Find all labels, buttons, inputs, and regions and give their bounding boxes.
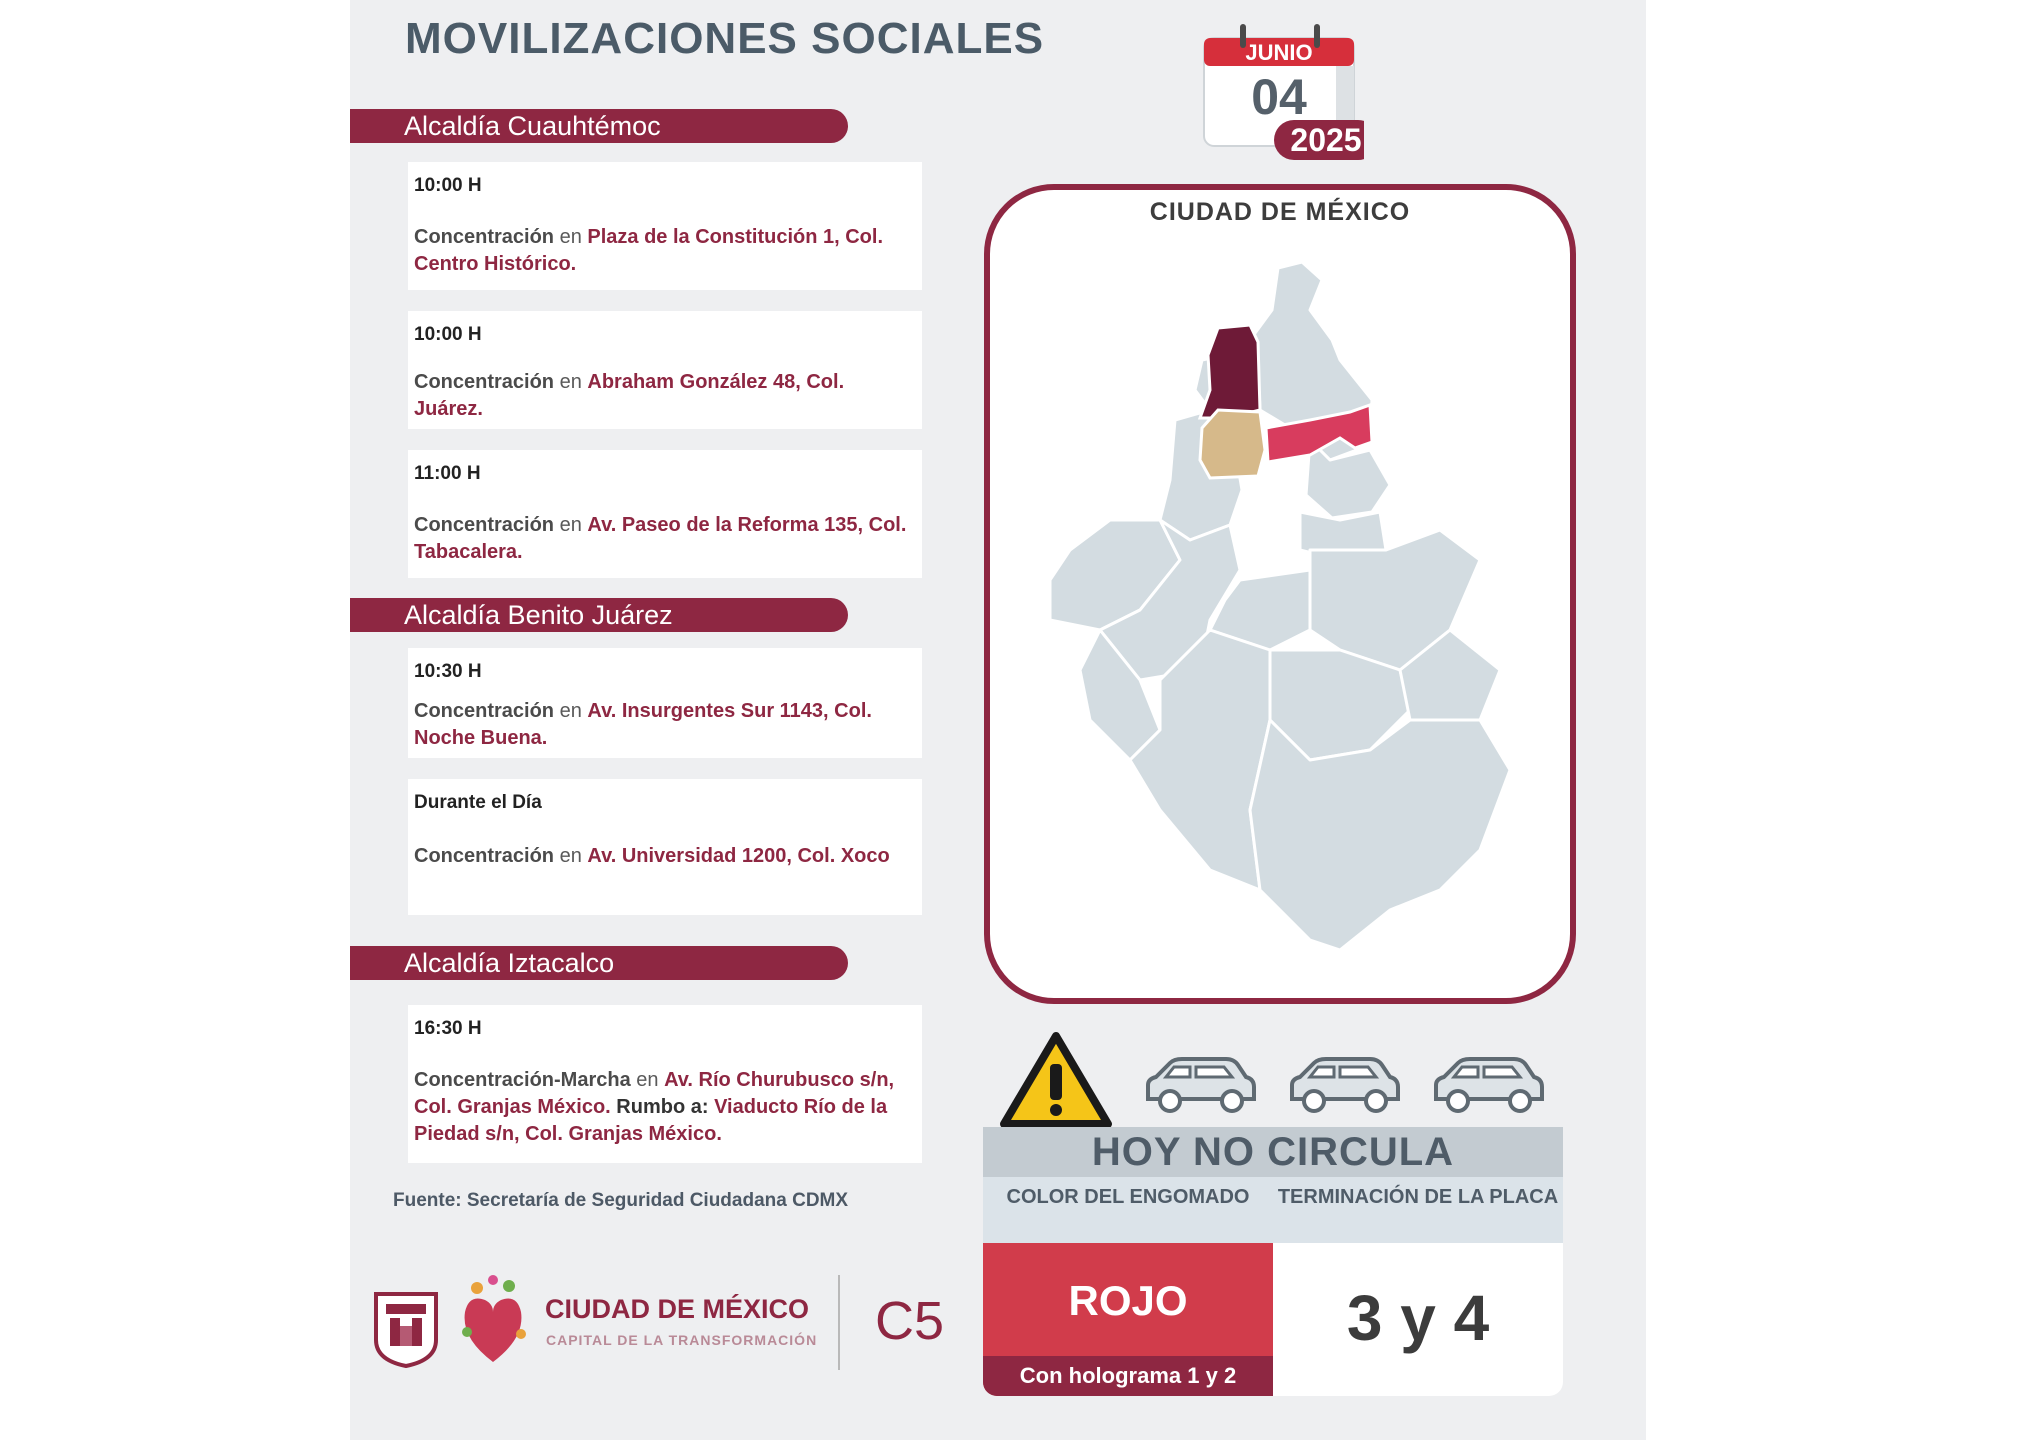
map-region-cuauhtemoc	[1200, 325, 1260, 418]
cdmx-map	[1010, 250, 1550, 950]
hologram-note: Con holograma 1 y 2	[983, 1356, 1273, 1396]
event-time: 11:00 H	[414, 463, 481, 484]
source-note: Fuente: Secretaría de Seguridad Ciudadana CDMX	[393, 1190, 849, 1211]
engomado-header: COLOR DEL ENGOMADO	[1006, 1186, 1250, 1208]
city-logo-text: CIUDAD DE MÉXICO	[545, 1294, 810, 1324]
calendar-badge	[1196, 20, 1364, 162]
c5-logo: C5	[875, 1291, 945, 1351]
event-description: Concentración en Av. Insurgentes Sur 1143, Col. Noche Buena.	[414, 700, 872, 749]
plate-endings: 3 y 4	[1346, 1282, 1490, 1354]
heart-flower-logo	[455, 1272, 531, 1370]
event-time: 16:30 H	[414, 1018, 482, 1039]
car-icon	[1142, 1055, 1260, 1119]
warning-icon	[998, 1030, 1114, 1130]
hoy-no-circula-title: HOY NO CIRCULA	[983, 1127, 1563, 1177]
event-card	[408, 648, 922, 758]
event-card	[408, 162, 922, 290]
event-time: 10:00 H	[414, 175, 482, 196]
placa-header: TERMINACIÓN DE LA PLACA	[1277, 1186, 1559, 1208]
calendar-month: JUNIO	[1245, 40, 1313, 65]
section-header-iztacalco: Alcaldía Iztacalco	[350, 946, 848, 980]
event-time: 10:00 H	[414, 324, 482, 345]
logo-divider	[838, 1275, 840, 1370]
engomado-color-box	[983, 1243, 1273, 1396]
engomado-color: ROJO	[1068, 1277, 1188, 1324]
plate-box	[1273, 1243, 1563, 1396]
event-description: Concentración en Av. Paseo de la Reforma 135, Col. Tabacalera.	[414, 514, 907, 563]
event-card	[408, 1005, 922, 1163]
event-description: Concentración en Abraham González 48, Col. Juárez.	[414, 371, 845, 420]
section-header-benito-juarez: Alcaldía Benito Juárez	[350, 598, 848, 632]
map-title: CIUDAD DE MÉXICO	[1149, 198, 1411, 226]
city-logo-tagline: CAPITAL DE LA TRANSFORMACIÓN	[546, 1332, 818, 1348]
page-title: MOVILIZACIONES SOCIALES	[405, 14, 1045, 63]
event-card	[408, 450, 922, 578]
event-description: Concentración en Plaza de la Constitución 1, Col. Centro Histórico.	[414, 226, 883, 275]
calendar-year: 2025	[1290, 122, 1362, 158]
hoy-no-circula-subheader	[983, 1177, 1563, 1243]
car-icon	[1286, 1055, 1404, 1119]
map-region-benito-juarez	[1200, 410, 1265, 478]
event-time: 10:30 H	[414, 661, 482, 682]
city-coat-of-arms-logo	[372, 1290, 440, 1368]
event-card	[408, 779, 922, 915]
event-description: Concentración en Av. Universidad 1200, Col. Xoco	[414, 845, 890, 867]
section-header-cuauhtemoc: Alcaldía Cuauhtémoc	[350, 109, 848, 143]
car-icon	[1430, 1055, 1548, 1119]
event-description: Concentración-Marcha en Av. Río Churubusco s/n, Col. Granjas México. Rumbo a: Viaducto Río de la Piedad s/n, Col. Granjas México.	[414, 1069, 895, 1145]
map-region-milpa-alta	[1250, 720, 1510, 950]
event-card	[408, 311, 922, 429]
event-time: Durante el Día	[414, 792, 542, 813]
calendar-day: 04	[1251, 69, 1307, 125]
